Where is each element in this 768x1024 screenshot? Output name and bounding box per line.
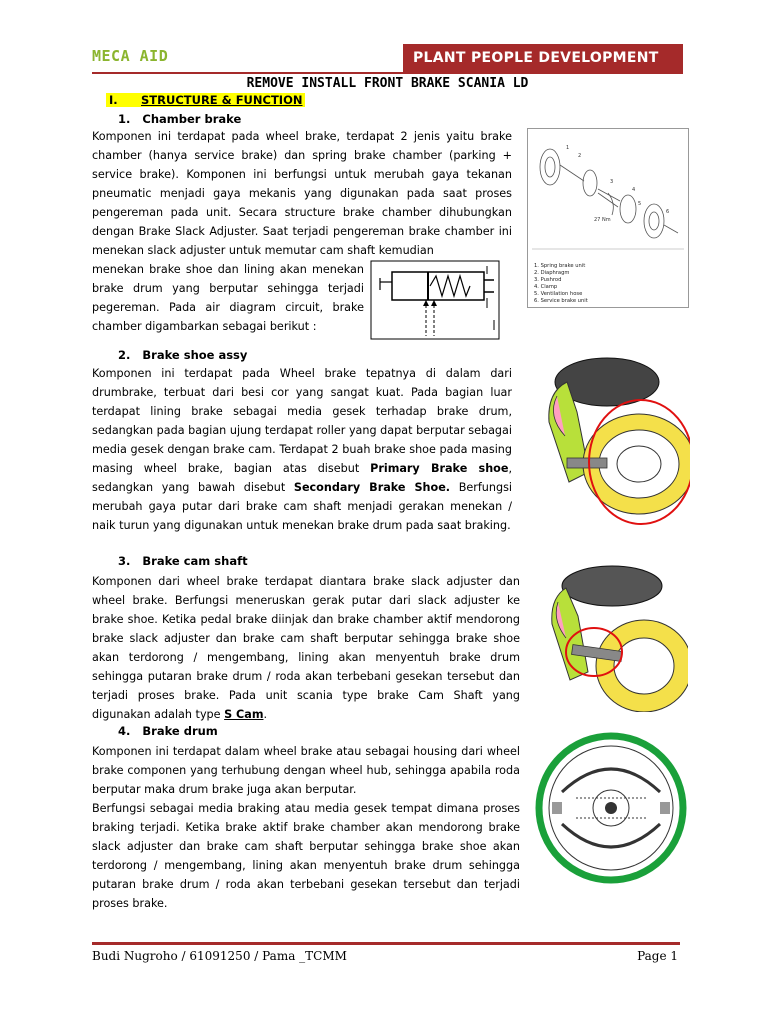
item-1-heading: 1. Chamber brake xyxy=(118,112,242,126)
item-3-text xyxy=(92,572,520,724)
item-4-text-b: Berfungsi sebagai media braking atau media gesek tempat dimana proses braking terjadi. Ketika brake aktif brake chamber akan mendorong brake slack adjuster dan brake cam shaft berputar sehingga brake shoe akan terdorong / mengembang, lining akan menyentuh brake drum sehingga putaran brake drum / roda akan terbebani gesekan tersebut dan terjadi proses brake. xyxy=(92,802,520,910)
item-3-bold-1: S Cam xyxy=(224,708,264,721)
brake-chamber-air-symbol xyxy=(370,260,500,340)
brake-chamber-exploded-drawing xyxy=(528,129,688,307)
header-left: MECA AID xyxy=(92,47,169,65)
brake-drum-drawing xyxy=(532,732,690,884)
air-symbol-drawing xyxy=(370,260,500,340)
header-right: PLANT PEOPLE DEVELOPMENT xyxy=(403,44,683,72)
header-divider xyxy=(92,72,683,74)
item-2-text-2: , sedangkan yang bawah disebut xyxy=(92,462,513,494)
item-2-bold-1: Primary Brake shoe xyxy=(370,462,509,475)
page-title: REMOVE INSTALL FRONT BRAKE SCANIA LD xyxy=(246,76,529,91)
item-3-text-1: Komponen dari wheel brake terdapat diantara brake slack adjuster dan wheel brake. Berfungsi meneruskan gerak putar dari slack adjuster ke brake shoe. Ketika pedal brake diinjak dan brake chamber aktif mendorong brake slack adjuster dan brake cam shaft berputar sehingga brake shoe akan terdorong / mengembang, lining akan menyentuh brake drum sehingga putaran brake drum / roda akan terbebani gesekan tersebut dan terjadi proses brake. Pada unit scania type brake Cam Shaft yang digunakan adalah type xyxy=(92,575,520,721)
item-4-heading: 4. Brake drum xyxy=(118,724,218,738)
item-2-text-3: Berfungsi merubah gaya putar dari brake cam shaft menjadi gerakan menekan / naik turun yang digunakan untuk menekan brake drum pada saat braking. xyxy=(92,481,513,532)
fig-num-5: 5 xyxy=(638,201,642,207)
item-2-heading: 2. Brake shoe assy xyxy=(118,348,248,362)
item-1-text-b: menekan brake shoe dan lining akan menekan brake drum yang berputar sehingga terjadi pegereman. Pada air diagram circuit, brake chamber digambarkan sebagai berikut : xyxy=(92,263,364,333)
item-1-text-a: Komponen ini terdapat pada wheel brake, terdapat 2 jenis yaitu brake chamber (hanya service brake) dan spring brake chamber (parking + service brake). Komponen ini berfungsi untuk merubah gaya tekanan pneumatic menjadi gaya mekanis yang digunakan pada saat proses pengereman pada unit. Secara structure brake chamber dihubungkan dengan Brake Slack Adjuster. Saat terjadi pengereman brake chamber ini menekan slack adjuster untuk memutar cam shaft kemudian xyxy=(92,130,512,257)
fig-num-2: 2 xyxy=(578,153,582,159)
fig-label-5: 5. Ventilation hose xyxy=(534,291,583,297)
section-heading xyxy=(106,93,305,107)
fig-num-3: 3 xyxy=(610,179,614,185)
fig-num-6: 6 xyxy=(666,209,670,215)
footer-author: Budi Nugroho / 61091250 / Pama _TCMM xyxy=(92,949,347,963)
brake-drum-figure xyxy=(532,732,690,884)
fig-label-3: 3. Pushrod xyxy=(534,277,562,283)
item-4-text-a: Komponen ini terdapat dalam wheel brake atau sebagai housing dari wheel brake componen yang terhubung dengan wheel hub, sehingga apabila roda berputar maka drum brake juga akan berputar. xyxy=(92,745,520,796)
brake-chamber-exploded-figure xyxy=(527,128,689,308)
cam-shaft-drawing xyxy=(532,562,688,712)
fig-label-1: 1. Spring brake unit xyxy=(534,263,586,269)
brake-shoe-drawing xyxy=(527,352,690,528)
fig-label-4: 4. Clamp xyxy=(534,284,558,290)
item-3-heading: 3. Brake cam shaft xyxy=(118,554,248,568)
item-2-text xyxy=(92,364,512,535)
section-title: STRUCTURE & FUNCTION xyxy=(141,93,303,107)
cam-shaft-figure xyxy=(532,562,688,712)
page-number: Page 1 xyxy=(637,949,678,963)
item-2-bold-2: Secondary Brake Shoe. xyxy=(293,481,451,494)
fig-label-2: 2. Diaphragm xyxy=(534,270,570,276)
footer-divider xyxy=(92,942,680,945)
fig-dim-label: 27 Nm xyxy=(594,217,611,223)
brake-shoe-figure xyxy=(527,352,690,528)
fig-num-1: 1 xyxy=(566,145,570,151)
fig-label-6: 6. Service brake unit xyxy=(534,298,588,304)
fig-num-4: 4 xyxy=(632,187,636,193)
item-3-text-2: . xyxy=(263,708,268,721)
item-2-text-1: Komponen ini terdapat pada Wheel brake tepatnya di dalam dari drumbrake, terbuat dari besi cor yang sangat kuat. Pada bagian luar terdapat lining brake sebagai media gesek terhadap brake drum, sedangkan pada bagian ujung terdapat roller yang dapat berputar sebagai media gesek dengan brake cam. Terdapat 2 buah brake shoe pada masing masing wheel brake, bagian atas disebut xyxy=(92,367,512,475)
section-number: I. xyxy=(109,93,118,107)
